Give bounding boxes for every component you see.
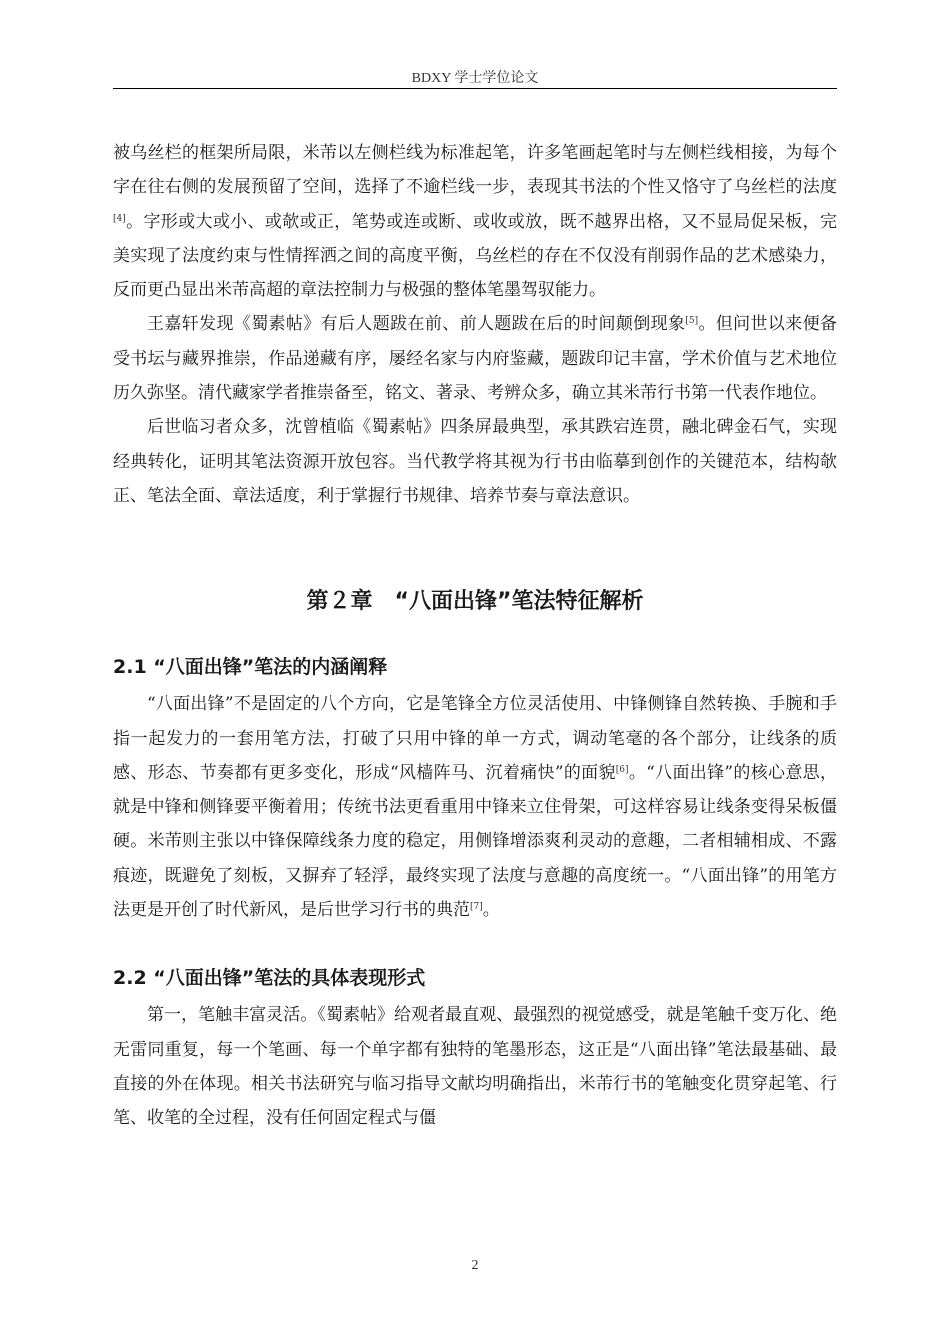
header-rule [113,88,837,89]
paragraph-text: 。 [482,900,500,921]
body-paragraph [113,136,837,307]
body-paragraph [113,307,837,410]
chapter-title: 第２章 “八面出锋”笔法特征解析 [306,589,644,615]
paragraph-text: 。“八面出锋”的核心意思，就是中锋和侧锋要平衡着用；传统书法更看重用中锋来立住骨架，可这样容易让线条变得呆板僵硬。米芾则主张以中锋保障线条力度的稳定，用侧锋增添爽利灵动的意趣，二者相辅相成、不露痕迹，既避免了刻板，又摒弃了轻浮，最终实现了法度与意趣的高度统一。“八面出锋”的用笔方法更是开创了时代新风，是后世学习行书的典范 [113,762,837,921]
page-number: 2 [471,1258,479,1273]
paragraph-text: 被乌丝栏的框架所局限，米芾以左侧栏线为标准起笔，许多笔画起笔时与左侧栏线相接，为每个字在往右侧的发展预留了空间，选择了不逾栏线一步，表现其书法的个性又恪守了乌丝栏的法度 [113,143,837,198]
section-heading: 2.2 “八面出锋”笔法的具体表现形式 [113,967,426,990]
running-header: BDXY 学士学位论文 [411,71,539,86]
body-paragraph [113,410,837,513]
paragraph-text: 。字形或大或小、或欹或正，笔势或连或断、或收或放，既不越界出格，又不显局促呆板，完美实现了法度约束与性情挥洒之间的高度平衡，乌丝栏的存在不仅没有削弱作品的艺术感染力，反而更凸显出米芾高超的章法控制力与极强的整体笔墨驾驭能力。 [113,211,837,301]
paragraph-text: 王嘉轩发现《蜀素帖》有后人题跋在前、前人题跋在后的时间颠倒现象 [147,314,686,335]
citation-ref[interactable]: [6] [615,764,629,775]
citation-ref[interactable]: [4] [113,213,126,224]
paragraph-text: 。但问世以来便备受书坛与藏界推崇，作品递藏有序，屡经名家与内府鉴藏，题跋印记丰富，学术价值与艺术地位历久弥坚。清代藏家学者推崇备至，铭文、著录、考辨众多，确立其米芾行书第一代表作地位。 [113,314,838,404]
paragraph-text: 后世临习者众多，沈曾植临《蜀素帖》四条屏最典型，承其跌宕连贯，融北碑金石气，实现经典转化，证明其笔法资源开放包容。当代教学将其视为行书由临摹到创作的关键范本，结构欹正、笔法全面、章法适度，利于掌握行书规律、培养节奏与章法意识。 [113,417,837,506]
citation-ref[interactable]: [5] [685,316,699,327]
citation-ref[interactable]: [7] [470,902,483,913]
body-paragraph [113,998,837,1135]
section-heading: 2.1 “八面出锋”笔法的内涵阐释 [113,656,388,679]
paragraph-text: 第一，笔触丰富灵活。《蜀素帖》给观者最直观、最强烈的视觉感受，就是笔触千变万化、绝无雷同重复，每一个笔画、每一个单字都有独特的笔墨形态，这正是“八面出锋”笔法最基础、最直接的外在体现。相关书法研究与临习指导文献均明确指出，米芾行书的笔触变化贯穿起笔、行笔、收笔的全过程，没有任何固定程式与僵 [113,1005,837,1129]
paragraph-text: “八面出锋”不是固定的八个方向，它是笔锋全方位灵活使用、中锋侧锋自然转换、手腕和手指一起发力的一套用笔方法，打破了只用中锋的单一方式，调动笔毫的各个部分，让线条的质感、形态、节奏都有更多变化，形成“风樯阵马、沉着痛快”的面貌 [113,694,837,783]
body-paragraph [113,687,837,927]
page-body [113,136,837,1136]
